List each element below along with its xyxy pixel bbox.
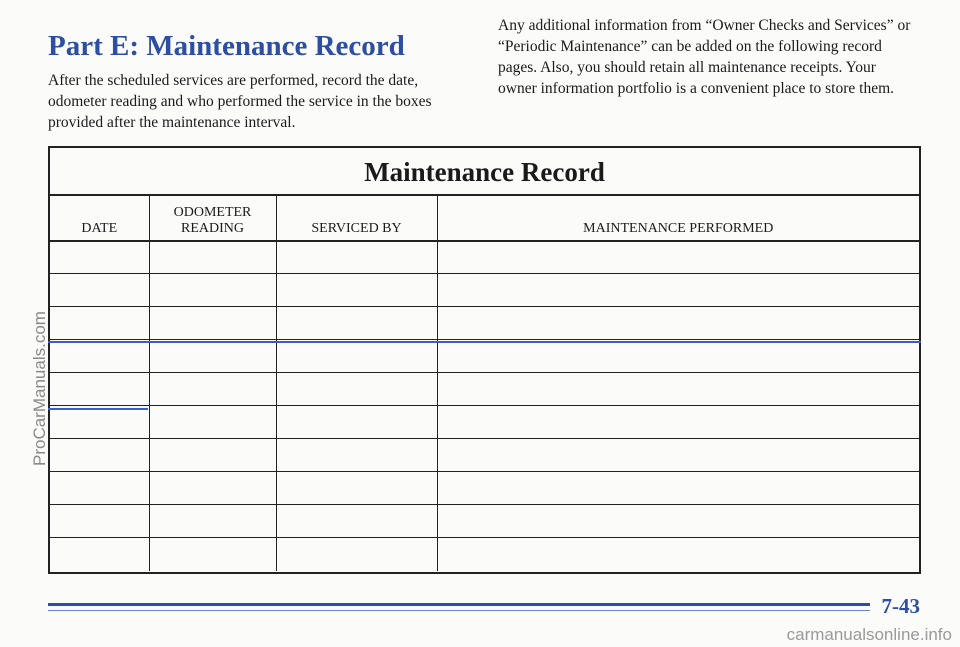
maintenance-cell bbox=[437, 241, 919, 274]
maintenance-cell bbox=[437, 538, 919, 571]
odometer-cell bbox=[149, 241, 276, 274]
odometer-cell bbox=[149, 538, 276, 571]
odometer-cell bbox=[149, 373, 276, 406]
table-row bbox=[50, 307, 919, 340]
page-number: 7-43 bbox=[881, 594, 920, 618]
watermark-left: ProCarManuals.com bbox=[30, 311, 49, 466]
date-cell bbox=[50, 439, 149, 472]
page-title: Part E: Maintenance Record bbox=[48, 30, 405, 62]
column-header-serviced-by: SERVICED BY bbox=[276, 195, 437, 241]
date-cell bbox=[50, 505, 149, 538]
date-cell bbox=[50, 241, 149, 274]
date-cell bbox=[50, 538, 149, 571]
column-header-maintenance-performed: MAINTENANCE PERFORMED bbox=[437, 195, 919, 241]
intro-paragraph-left: After the scheduled services are performed, record the date, odometer reading and who performed the service in the boxes provided after the maintenance interval. bbox=[48, 72, 432, 131]
date-cell bbox=[50, 307, 149, 340]
odometer-cell bbox=[149, 472, 276, 505]
serviced-by-cell bbox=[276, 472, 437, 505]
odometer-cell bbox=[149, 307, 276, 340]
header-row bbox=[50, 195, 919, 241]
date-cell bbox=[50, 373, 149, 406]
serviced-by-cell bbox=[276, 241, 437, 274]
serviced-by-cell bbox=[276, 505, 437, 538]
serviced-by-cell bbox=[276, 373, 437, 406]
blue-rule-line bbox=[48, 341, 921, 343]
maintenance-cell bbox=[437, 472, 919, 505]
serviced-by-cell bbox=[276, 340, 437, 373]
odometer-cell bbox=[149, 406, 276, 439]
column-header-date: DATE bbox=[50, 195, 149, 241]
table-row bbox=[50, 241, 919, 274]
table-row bbox=[50, 406, 919, 439]
serviced-by-cell bbox=[276, 274, 437, 307]
record-title: Maintenance Record bbox=[50, 148, 919, 196]
serviced-by-cell bbox=[276, 406, 437, 439]
maintenance-cell bbox=[437, 373, 919, 406]
watermark-bottom: carmanualsonline.info bbox=[786, 625, 952, 644]
maintenance-cell bbox=[437, 406, 919, 439]
footer-rule-thin bbox=[48, 610, 870, 611]
maintenance-record-table bbox=[50, 194, 919, 571]
date-cell bbox=[50, 472, 149, 505]
maintenance-cell bbox=[437, 505, 919, 538]
serviced-by-cell bbox=[276, 538, 437, 571]
table-row bbox=[50, 274, 919, 307]
table-row bbox=[50, 472, 919, 505]
serviced-by-cell bbox=[276, 307, 437, 340]
intro-paragraph-right: Any additional information from “Owner Checks and Services” or “Periodic Maintenance” can be added on the following record pages. Also, you should retain all maintenance receipts. Your owner information portfolio is a convenient place to store them. bbox=[498, 17, 911, 97]
blue-rule-line bbox=[48, 408, 148, 410]
maintenance-cell bbox=[437, 274, 919, 307]
column-header-odometer-reading: ODOMETER READING bbox=[149, 195, 276, 241]
odometer-cell bbox=[149, 340, 276, 373]
serviced-by-cell bbox=[276, 439, 437, 472]
date-cell bbox=[50, 406, 149, 439]
maintenance-record-form bbox=[48, 146, 921, 574]
maintenance-cell bbox=[437, 307, 919, 340]
table-row bbox=[50, 538, 919, 571]
maintenance-cell bbox=[437, 340, 919, 373]
table-row bbox=[50, 439, 919, 472]
table-row bbox=[50, 373, 919, 406]
odometer-cell bbox=[149, 274, 276, 307]
table-row bbox=[50, 340, 919, 373]
maintenance-cell bbox=[437, 439, 919, 472]
odometer-cell bbox=[149, 439, 276, 472]
table-row bbox=[50, 505, 919, 538]
date-cell bbox=[50, 274, 149, 307]
footer-rule bbox=[48, 603, 870, 606]
date-cell bbox=[50, 340, 149, 373]
odometer-cell bbox=[149, 505, 276, 538]
